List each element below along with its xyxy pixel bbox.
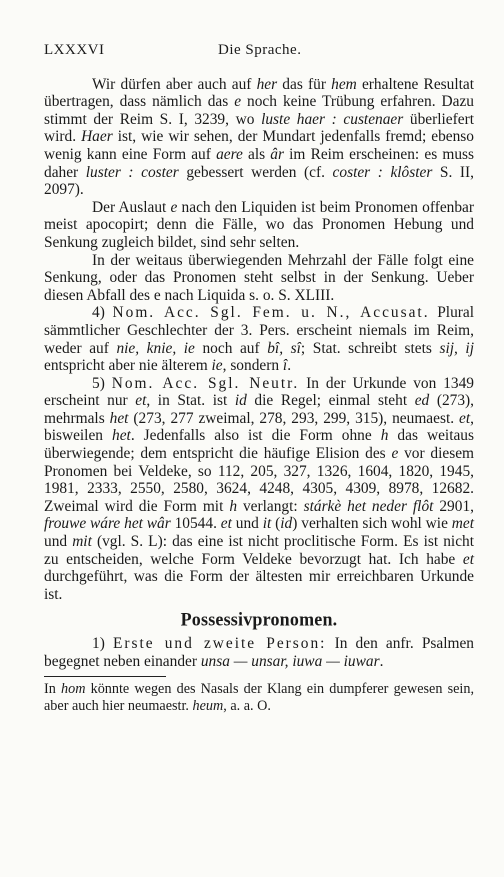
page-header — [44, 42, 474, 60]
running-title: Die Sprache. — [218, 42, 302, 58]
paragraph-4: 4) Nom. Acc. Sgl. Fem. u. N., Accusat. Plural sämmtlicher Geschlechter der 3. Pers. erscheint niemals im Reim, weder auf nie, knie, ie noch auf bî, sî; Stat. schreibt stets sij, ij entspricht aber nie älterem ie, sondern î. — [44, 304, 474, 375]
footnote: In hom könnte wegen des Nasals der Klang ein dumpferer gewesen sein, aber auch hier neumaestr. heum, a. a. O. — [44, 681, 474, 714]
paragraph-2: Der Auslaut e nach den Liquiden ist beim Pronomen offenbar meist apocopirt; denn die Fälle, wo das Pronomen Hebung und Senkung zugleich bildet, sind sehr selten. — [44, 198, 475, 251]
section-title: Possessivpronomen. — [180, 608, 338, 630]
paragraph-6: 1) Erste und zweite Person: In den anfr. Psalmen begegnet neben einander unsa — unsar, iuwa — iuwar. — [44, 635, 474, 670]
paragraph-3: In der weitaus überwiegenden Mehrzahl der Fälle folgt eine Senkung, oder das Pronomen steht selbst in der Senkung. Ueber diesen Abfall des e nach Liquida s. o. S. XLIII. — [44, 251, 474, 304]
page-number: LXXXVI — [44, 42, 105, 58]
paragraph-5: 5) Nom. Acc. Sgl. Neutr. In der Urkunde von 1349 erscheint nur et, in Stat. ist id die Regel; einmal steht ed (273), mehrmals het (273, 277 zweimal, 278, 293, 299, 315), neumaest. et, bisweilen het. Jedenfalls also ist die Form ohne h das weitaus überwiegende; dem entspricht die häufige Elision des e vor diesem Pronomen bei Veldeke, so 112, 205, 327, 1326, 1604, 1820, 1945, 1981, 2333, 2550, 2580, 3624, 4248, 4305, 4309, 8978, 12682. Zweimal wird die Form mit h verlangt: stárkè het neder flôt 2901, frouwe wáre het wâr 10544. et und it (id) verhalten sich wohl wie met und mit (vgl. S. L): das eine ist nicht proclitische Form. Es ist nicht zu entscheiden, welche Form Veldeke bevorzugt hat. Ich habe et durchgeführt, was die Form der ältesten mir erreichbaren Urkunde ist. — [44, 374, 475, 603]
footnote-divider — [44, 676, 166, 677]
paragraph-1: Wir dürfen aber auch auf her das für hem erhaltene Resultat übertragen, dass nämlich das e noch keine Trübung erfahren. Dazu stimmt der Reim S. I, 3239, wo luste haer : custenaer überliefert wird. Haer ist, wie wir sehen, der Mundart jedenfalls fremd; ebenso wenig kann eine Form auf aere als âr im Reim erscheinen: es muss daher luster : coster gebessert werden (cf. coster : klôster S. II, 2097). — [44, 75, 475, 199]
